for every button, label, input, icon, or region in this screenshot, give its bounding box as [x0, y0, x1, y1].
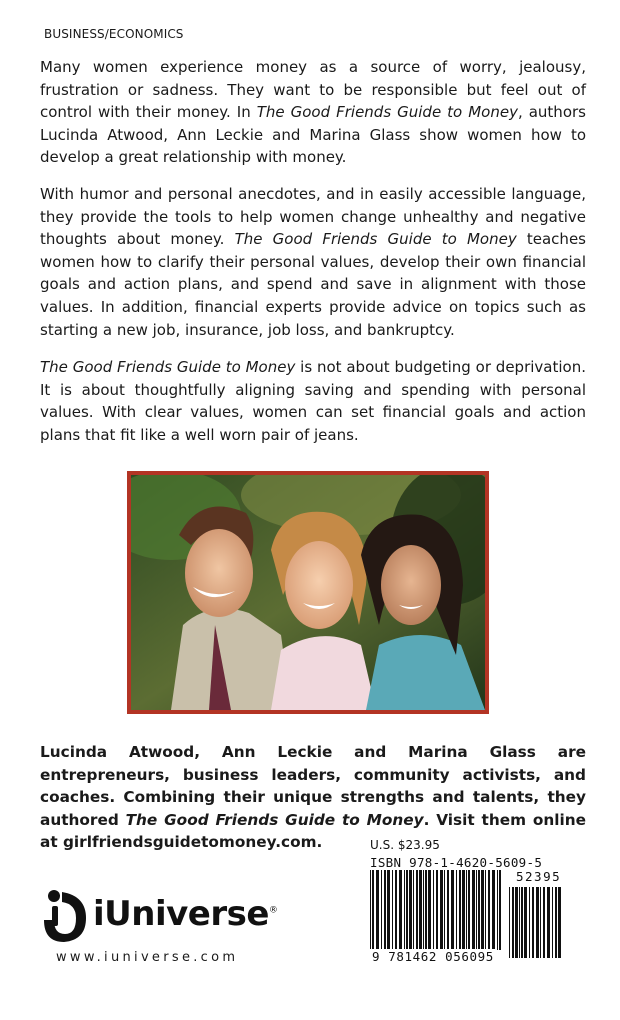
- barcode-bar: [521, 887, 523, 958]
- barcode-bar: [451, 870, 454, 950]
- barcode-bar: [447, 870, 449, 950]
- barcode-bar: [532, 887, 534, 958]
- publisher-logo: [40, 886, 300, 946]
- barcode-bar: [466, 870, 467, 950]
- authors-bio: Lucinda Atwood, Ann Leckie and Marina Glass are entrepreneurs, business leaders, community activists, and coaches. Combining their unique strengths and talents, they authored The Good Friends Guide to Money. Visit them online at girlfriendsguidetomoney.com.: [40, 743, 586, 851]
- barcode-bar: [509, 887, 510, 958]
- publisher-website: www.iuniverse.com: [56, 950, 239, 965]
- publisher-name: iUniverse: [93, 894, 269, 934]
- barcode-bar: [406, 870, 408, 950]
- barcode-bar: [512, 887, 514, 958]
- barcode-bar: [440, 870, 443, 950]
- barcode-bar: [381, 870, 382, 950]
- description-paragraph-1: Many women experience money as a source of worry, jealousy, frustration or sadness. They want to be responsible but feel out of control with their money. In The Good Friends Guide to Money, authors Lucinda Atwood, Ann Leckie and Marina Glass show women how to develop a great relationship with money.: [40, 58, 586, 167]
- barcode-bar: [497, 870, 498, 950]
- barcode-bar: [456, 870, 457, 950]
- iuniverse-logo-icon: [40, 886, 90, 944]
- barcode-bar: [547, 887, 550, 958]
- barcode-bar: [428, 870, 431, 950]
- barcode-bar: [529, 887, 530, 958]
- barcode-bar: [472, 870, 475, 950]
- barcode-bar: [404, 870, 405, 950]
- book-title: The Good Friends Guide to Money: [40, 358, 296, 376]
- barcode-bar: [413, 870, 414, 950]
- barcode-bar: [468, 870, 470, 950]
- barcode-bar: [459, 870, 461, 950]
- barcode-bar: [492, 870, 495, 950]
- description-paragraph-3: The Good Friends Guide to Money is not about budgeting or deprivation. It is about thoughtfully aligning saving and spending with personal values. With clear values, women can set financial goals and action plans that fit like a well worn pair of jeans.: [40, 358, 586, 444]
- barcode-bar: [425, 870, 427, 950]
- barcode-bar: [423, 870, 424, 950]
- barcode-bar: [552, 887, 553, 958]
- barcode-addon-digits: 52395: [516, 869, 562, 884]
- isbn-barcode: [369, 870, 503, 958]
- isbn-label: ISBN 978-1-4620-5609-5: [370, 855, 543, 870]
- barcode-bar: [384, 870, 386, 950]
- barcode-bar: [419, 870, 422, 950]
- barcode-bar: [409, 870, 412, 950]
- barcode-bar: [488, 870, 490, 950]
- book-title: The Good Friends Guide to Money: [234, 230, 517, 249]
- barcode-bar: [395, 870, 397, 950]
- barcode-bar: [536, 887, 539, 958]
- barcode-digits: 9 781462 056095: [372, 949, 494, 964]
- category-label: BUSINESS/ECONOMICS: [44, 27, 184, 41]
- barcode-bar: [558, 887, 561, 958]
- barcode-bar: [433, 870, 434, 950]
- barcode-bar: [515, 887, 518, 958]
- barcode-bar: [399, 870, 402, 950]
- barcode-bar: [499, 870, 501, 950]
- price-addon-barcode: [508, 887, 562, 958]
- barcode-bar: [392, 870, 393, 950]
- barcode-bar: [372, 870, 374, 950]
- barcode-bar: [519, 887, 520, 958]
- barcode-bar: [543, 887, 545, 958]
- barcode-bar: [376, 870, 379, 950]
- authors-photo: [127, 471, 489, 714]
- barcode-bar: [478, 870, 480, 950]
- description-paragraph-2: With humor and personal anecdotes, and in easily accessible language, they provide the tools to help women change unhealthy and negative thoughts about money. The Good Friends Guide to Money teaches women how to clarify their personal values, develop their own financial goals and action plans, and spend and save in alignment with those values. In addition, financial experts provide advice on topics such as starting a new job, insurance, job loss, and bankruptcy.: [40, 185, 586, 339]
- price-label: U.S. $23.95: [370, 838, 440, 852]
- barcode-bar: [524, 887, 527, 958]
- barcode-bar: [436, 870, 438, 950]
- barcode-bar: [481, 870, 484, 950]
- barcode-bar: [416, 870, 418, 950]
- barcode-bar: [462, 870, 465, 950]
- book-title: The Good Friends Guide to Money: [256, 103, 518, 122]
- barcode-bar: [540, 887, 541, 958]
- book-title: The Good Friends Guide to Money: [125, 810, 424, 829]
- barcode-bar: [476, 870, 477, 950]
- barcode-bar: [555, 887, 557, 958]
- barcode-bar: [387, 870, 390, 950]
- barcode-bar: [444, 870, 445, 950]
- barcode-bar: [370, 870, 371, 950]
- registered-mark: ®: [268, 905, 278, 916]
- barcode-bar: [485, 870, 486, 950]
